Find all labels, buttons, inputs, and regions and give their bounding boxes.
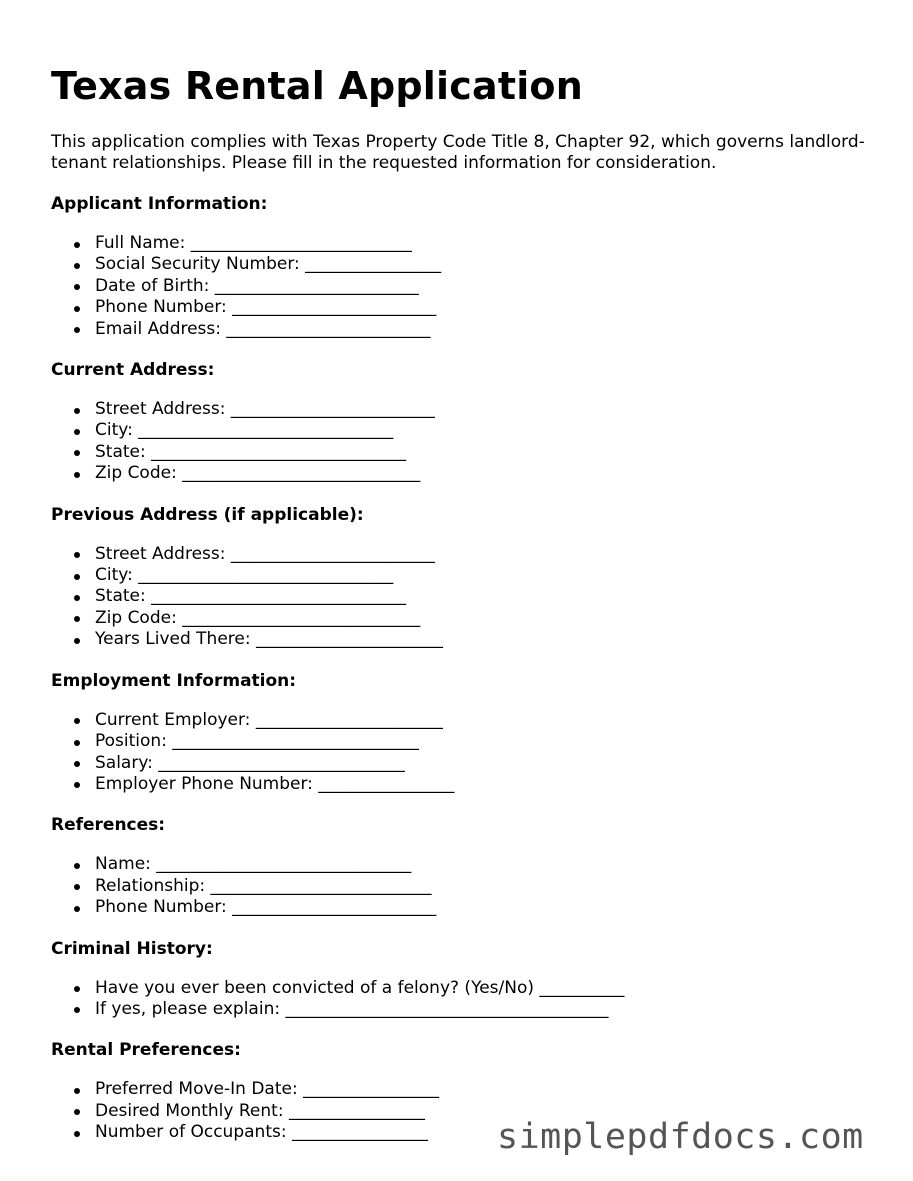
blank-line[interactable]: ________________ xyxy=(318,773,455,794)
blank-line[interactable]: ________________________ xyxy=(232,297,437,318)
blank-line[interactable]: ________________ xyxy=(303,1079,440,1100)
blank-line[interactable]: ____________________________ xyxy=(182,607,421,628)
field-social-security-number[interactable]: Social Security Number: ________________ xyxy=(95,254,881,275)
section-title-employment-information: Employment Information: xyxy=(51,670,297,691)
field-previous-zip-code[interactable]: Zip Code: ____________________________ xyxy=(95,608,881,629)
section-title-references: References: xyxy=(51,815,166,836)
field-reference-name[interactable]: Name: ______________________________ xyxy=(95,854,881,875)
section-title-previous-address: Previous Address (if applicable): xyxy=(51,504,364,525)
field-position[interactable]: Position: _____________________________ xyxy=(95,731,881,752)
blank-line[interactable]: ______________________________ xyxy=(138,420,394,441)
field-phone-number[interactable]: Phone Number: ________________________ xyxy=(95,297,881,318)
blank-line[interactable]: _____________________________ xyxy=(172,731,419,752)
blank-line[interactable]: __________ xyxy=(539,977,625,998)
blank-line[interactable]: __________________________ xyxy=(190,233,412,253)
section-title-criminal-history: Criminal History: xyxy=(51,938,213,959)
field-email-address[interactable]: Email Address: ________________________ xyxy=(95,319,881,340)
blank-line[interactable]: ______________________ xyxy=(255,709,443,730)
field-previous-street-address[interactable]: Street Address: ________________________ xyxy=(95,544,881,565)
field-date-of-birth[interactable]: Date of Birth: ________________________ xyxy=(95,276,881,297)
watermark: simplepdfdocs.com xyxy=(497,1117,864,1157)
field-number-of-occupants[interactable]: Number of Occupants: ________________ xyxy=(95,1122,881,1143)
applicant-information-fields xyxy=(51,233,881,340)
page-title: Texas Rental Application xyxy=(51,64,583,108)
field-felony-explanation[interactable]: If yes, please explain: ______________________________________ xyxy=(95,999,881,1020)
field-salary[interactable]: Salary: _____________________________ xyxy=(95,753,881,774)
field-previous-city[interactable]: City: ______________________________ xyxy=(95,565,881,586)
section-title-rental-preferences: Rental Preferences: xyxy=(51,1040,241,1061)
rental-application-document xyxy=(51,62,881,1144)
field-current-street-address[interactable]: Street Address: ________________________ xyxy=(95,399,881,420)
current-address-fields xyxy=(51,399,881,485)
field-current-state[interactable]: State: ______________________________ xyxy=(95,442,881,463)
blank-line[interactable]: _____________________________ xyxy=(158,752,405,773)
blank-line[interactable]: ____________________________ xyxy=(182,463,421,484)
field-reference-relationship[interactable]: Relationship: __________________________ xyxy=(95,876,881,897)
field-current-employer[interactable]: Current Employer: ______________________ xyxy=(95,710,881,731)
blank-line[interactable]: ______________________________ xyxy=(138,565,394,586)
field-felony-conviction[interactable]: Have you ever been convicted of a felony? (Yes/No) __________ xyxy=(95,978,881,999)
blank-line[interactable]: ________________ xyxy=(288,1100,425,1121)
field-previous-state[interactable]: State: ______________________________ xyxy=(95,586,881,607)
blank-line[interactable]: ________________________ xyxy=(226,318,431,339)
blank-line[interactable]: ______________________________ xyxy=(151,441,407,462)
blank-line[interactable]: ______________________________________ xyxy=(285,998,609,1019)
blank-line[interactable]: __________________________ xyxy=(210,875,432,896)
blank-line[interactable]: ________________________ xyxy=(230,543,435,564)
section-title-applicant-information: Applicant Information: xyxy=(51,194,268,214)
employment-information-fields xyxy=(51,710,881,796)
blank-line[interactable]: ______________________________ xyxy=(151,586,407,607)
field-desired-monthly-rent[interactable]: Desired Monthly Rent: ________________ xyxy=(95,1101,881,1122)
blank-line[interactable]: ______________________ xyxy=(256,629,443,650)
field-reference-phone-number[interactable]: Phone Number: ________________________ xyxy=(95,897,881,918)
section-title-current-address: Current Address: xyxy=(51,360,215,381)
blank-line[interactable]: ________________________ xyxy=(214,275,419,296)
blank-line[interactable]: ________________ xyxy=(305,254,442,275)
blank-line[interactable]: ______________________________ xyxy=(156,854,412,875)
field-full-name[interactable]: Full Name: __________________________ xyxy=(95,233,881,254)
field-current-city[interactable]: City: ______________________________ xyxy=(95,420,881,441)
field-preferred-move-in-date[interactable]: Preferred Move-In Date: ________________ xyxy=(95,1079,881,1100)
intro-paragraph: This application complies with Texas Property Code Title 8, Chapter 92, which governs landlord-tenant relationships. Please fill in the requested information for consideration. xyxy=(51,132,865,173)
blank-line[interactable]: ________________________ xyxy=(232,897,437,918)
field-employer-phone-number[interactable]: Employer Phone Number: ________________ xyxy=(95,774,881,795)
blank-line[interactable]: ________________________ xyxy=(230,399,435,420)
references-fields xyxy=(51,854,881,918)
field-current-zip-code[interactable]: Zip Code: ____________________________ xyxy=(95,463,881,484)
criminal-history-fields xyxy=(51,978,881,1021)
previous-address-fields xyxy=(51,544,881,651)
field-years-lived-there[interactable]: Years Lived There: ______________________ xyxy=(95,629,881,650)
blank-line[interactable]: ________________ xyxy=(291,1122,428,1143)
